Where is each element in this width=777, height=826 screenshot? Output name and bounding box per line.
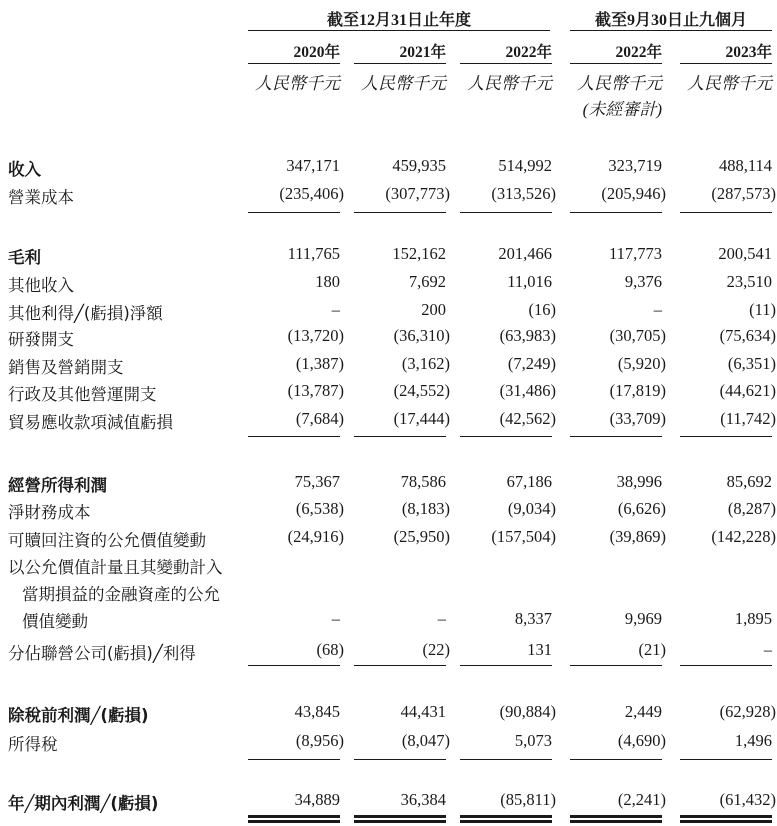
table-cell: 23,510 — [726, 272, 772, 291]
table-cell: (61,432) — [719, 790, 776, 809]
column-unit: 人民幣千元 — [577, 74, 662, 93]
subtotal-rule — [248, 436, 340, 437]
table-cell: (6,626) — [617, 499, 666, 518]
header-group-nine-months: 截至9月30日止九個月 — [594, 12, 747, 29]
table-cell: (24,916) — [287, 527, 344, 546]
subtotal-rule — [248, 212, 340, 213]
subtotal-rule — [248, 759, 340, 760]
subtotal-rule — [460, 212, 552, 213]
row-label: 除稅前利潤╱(虧損) — [8, 706, 149, 725]
table-cell: (3,162) — [401, 354, 450, 373]
table-cell: – — [653, 300, 662, 319]
table-cell: (31,486) — [499, 381, 556, 400]
total-double-rule — [680, 815, 772, 818]
table-cell: (11) — [749, 300, 776, 319]
table-cell: 78,586 — [400, 472, 446, 491]
subtotal-rule — [354, 212, 446, 213]
row-label: 經營所得利潤 — [8, 476, 107, 495]
row-label: 可贖回注資的公允價值變動 — [8, 531, 206, 550]
table-cell: – — [763, 640, 772, 659]
header-group-underline — [570, 30, 772, 31]
column-year-underline — [248, 63, 340, 64]
table-cell: (8,183) — [401, 499, 450, 518]
table-cell: (39,869) — [609, 527, 666, 546]
table-cell: (157,504) — [491, 527, 556, 546]
row-label-continuation: 價值變動 — [22, 612, 88, 631]
table-cell: (62,928) — [719, 702, 776, 721]
subtotal-rule — [570, 759, 662, 760]
table-cell: 200,541 — [718, 244, 772, 263]
header-group-underline — [248, 30, 550, 31]
table-cell: (13,720) — [287, 326, 344, 345]
total-double-rule — [460, 815, 552, 818]
row-label: 營業成本 — [8, 188, 74, 207]
total-double-rule — [680, 820, 772, 823]
table-cell: (7,684) — [295, 409, 344, 428]
total-double-rule — [248, 815, 340, 818]
table-cell: (7,249) — [507, 354, 556, 373]
table-cell: (85,811) — [500, 790, 556, 809]
column-unaudited-note: (未經審計) — [582, 100, 662, 119]
subtotal-rule — [460, 665, 552, 666]
table-cell: – — [437, 609, 446, 628]
row-label: 其他收入 — [8, 276, 74, 295]
table-cell: (6,538) — [295, 499, 344, 518]
table-cell: (8,047) — [401, 731, 450, 750]
total-double-rule — [248, 820, 340, 823]
table-cell: (21) — [638, 640, 666, 659]
column-year: 2022年 — [615, 44, 662, 61]
column-year: 2022年 — [505, 44, 552, 61]
table-cell: (30,705) — [609, 326, 666, 345]
subtotal-rule — [460, 759, 552, 760]
column-year-underline — [460, 63, 552, 64]
table-cell: 514,992 — [498, 156, 552, 175]
table-cell: 1,895 — [734, 609, 772, 628]
table-cell: (313,526) — [491, 184, 556, 203]
table-cell: 201,466 — [498, 244, 552, 263]
table-cell: (1,387) — [295, 354, 344, 373]
table-cell: (8,956) — [295, 731, 344, 750]
row-label: 以公允價值計量且其變動計入 — [8, 558, 223, 577]
row-label: 貿易應收款項減值虧損 — [8, 413, 173, 432]
table-cell: 111,765 — [287, 244, 340, 263]
total-double-rule — [570, 815, 662, 818]
row-label: 年╱期內利潤╱(虧損) — [8, 794, 159, 813]
column-year-underline — [354, 63, 446, 64]
table-cell: (33,709) — [609, 409, 666, 428]
column-unit: 人民幣千元 — [361, 74, 446, 93]
table-cell: (17,819) — [609, 381, 666, 400]
table-cell: 38,996 — [616, 472, 662, 491]
table-cell: (22) — [422, 640, 450, 659]
subtotal-rule — [680, 665, 772, 666]
table-cell: 200 — [421, 300, 446, 319]
table-cell: (5,920) — [617, 354, 666, 373]
total-double-rule — [354, 815, 446, 818]
subtotal-rule — [460, 436, 552, 437]
table-cell: 488,114 — [718, 156, 772, 175]
table-cell: (6,351) — [727, 354, 776, 373]
table-cell: 117,773 — [608, 244, 662, 263]
table-cell: 152,162 — [392, 244, 446, 263]
total-double-rule — [570, 820, 662, 823]
table-cell: 36,384 — [400, 790, 446, 809]
table-cell: – — [331, 609, 340, 628]
table-cell: (25,950) — [393, 527, 450, 546]
table-cell: (36,310) — [393, 326, 450, 345]
table-cell: 85,692 — [726, 472, 772, 491]
row-label: 收入 — [8, 160, 41, 179]
table-cell: 67,186 — [506, 472, 552, 491]
column-unit: 人民幣千元 — [255, 74, 340, 93]
table-cell: 8,337 — [514, 609, 552, 628]
table-cell: (16) — [528, 300, 556, 319]
subtotal-rule — [680, 436, 772, 437]
table-cell: (235,406) — [279, 184, 344, 203]
subtotal-rule — [248, 665, 340, 666]
table-cell: (2,241) — [617, 790, 666, 809]
header-group-fiscal-year: 截至12月31日止年度 — [326, 12, 471, 29]
table-cell: (4,690) — [617, 731, 666, 750]
table-cell: (307,773) — [385, 184, 450, 203]
subtotal-rule — [570, 665, 662, 666]
row-label: 淨財務成本 — [8, 503, 91, 522]
table-cell: (90,884) — [499, 702, 556, 721]
table-cell: 347,171 — [286, 156, 340, 175]
subtotal-rule — [570, 436, 662, 437]
table-cell: 9,376 — [624, 272, 662, 291]
table-cell: 11,016 — [507, 272, 552, 291]
row-label: 毛利 — [8, 248, 41, 267]
table-cell: 459,935 — [392, 156, 446, 175]
row-label: 分佔聯營公司(虧損)╱利得 — [8, 644, 196, 663]
table-cell: (17,444) — [393, 409, 450, 428]
column-year: 2021年 — [399, 44, 446, 61]
column-year-underline — [570, 63, 662, 64]
table-cell: 131 — [527, 640, 552, 659]
subtotal-rule — [680, 212, 772, 213]
row-label-continuation: 當期損益的金融資產的公允 — [22, 585, 220, 604]
column-year-underline — [680, 63, 772, 64]
table-cell: (24,552) — [393, 381, 450, 400]
table-cell: 2,449 — [624, 702, 662, 721]
table-cell: (11,742) — [720, 409, 776, 428]
table-cell: (8,287) — [727, 499, 776, 518]
subtotal-rule — [680, 759, 772, 760]
table-cell: 9,969 — [624, 609, 662, 628]
table-cell: 34,889 — [294, 790, 340, 809]
total-double-rule — [460, 820, 552, 823]
table-cell: (287,573) — [711, 184, 776, 203]
row-label: 所得稅 — [8, 735, 58, 754]
column-year: 2020年 — [293, 44, 340, 61]
row-label: 研發開支 — [8, 330, 74, 349]
row-label: 行政及其他營運開支 — [8, 385, 157, 404]
table-cell: (142,228) — [711, 527, 776, 546]
column-unit: 人民幣千元 — [467, 74, 552, 93]
table-cell: 323,719 — [608, 156, 662, 175]
table-cell: (9,034) — [507, 499, 556, 518]
subtotal-rule — [570, 212, 662, 213]
table-cell: (63,983) — [499, 326, 556, 345]
column-unit: 人民幣千元 — [687, 74, 772, 93]
table-cell: 44,431 — [400, 702, 446, 721]
row-label: 其他利得╱(虧損)淨額 — [8, 304, 163, 323]
total-double-rule — [354, 820, 446, 823]
table-cell: 7,692 — [408, 272, 446, 291]
table-cell: 75,367 — [294, 472, 340, 491]
table-cell: (75,634) — [719, 326, 776, 345]
row-label: 銷售及營銷開支 — [8, 358, 124, 377]
table-cell: 1,496 — [734, 731, 772, 750]
table-cell: 5,073 — [514, 731, 552, 750]
column-year: 2023年 — [725, 44, 772, 61]
table-cell: (205,946) — [601, 184, 666, 203]
subtotal-rule — [354, 665, 446, 666]
table-cell: 43,845 — [294, 702, 340, 721]
table-cell: 180 — [315, 272, 340, 291]
table-cell: (42,562) — [499, 409, 556, 428]
table-cell: (68) — [316, 640, 344, 659]
subtotal-rule — [354, 436, 446, 437]
table-cell: – — [331, 300, 340, 319]
table-cell: (13,787) — [287, 381, 344, 400]
subtotal-rule — [354, 759, 446, 760]
table-cell: (44,621) — [719, 381, 776, 400]
